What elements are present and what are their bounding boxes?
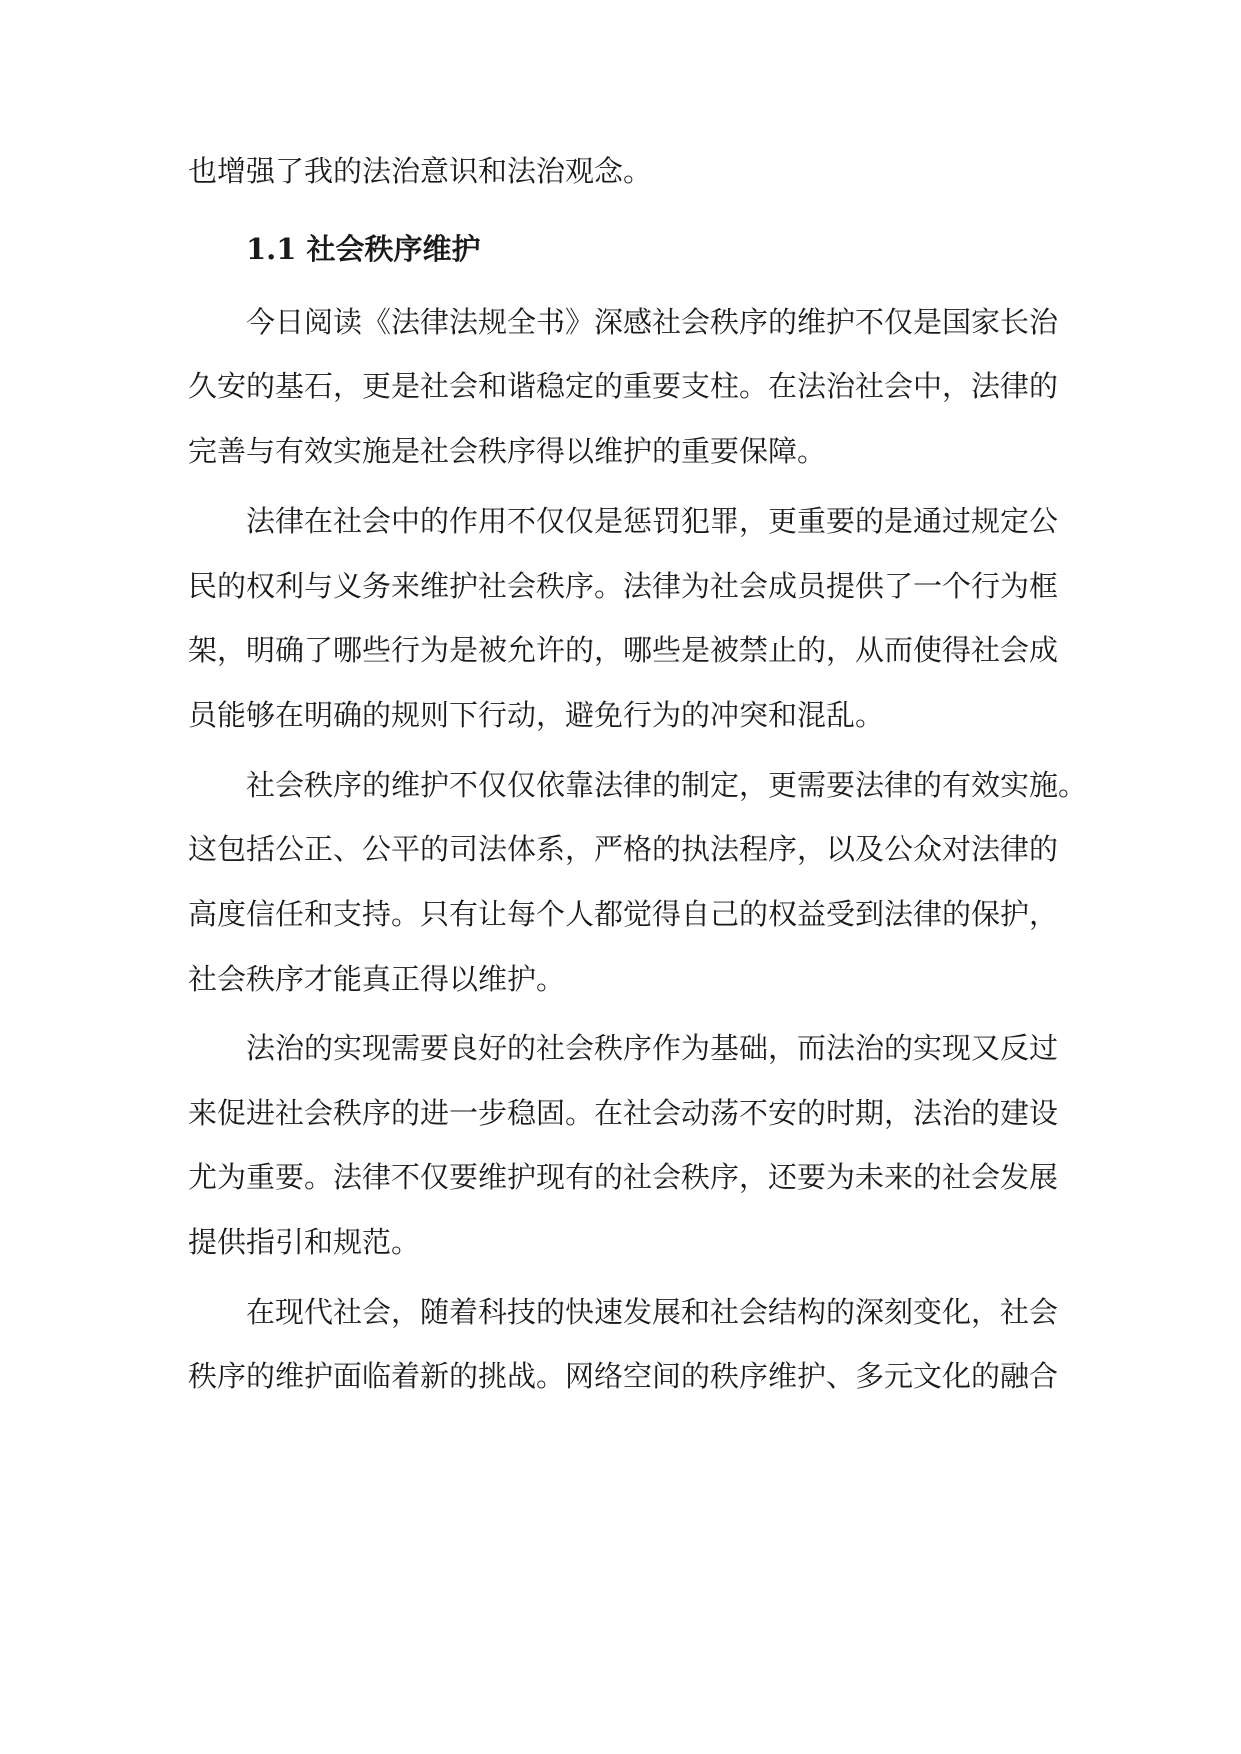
body-text-line: 也增强了我的法治意识和法治观念。 bbox=[188, 154, 653, 188]
paragraph-1-line-2: 久安的基石，更是社会和谐稳定的重要支柱。在法治社会中，法律的 bbox=[188, 369, 1059, 403]
section-heading: 1.1 社会秩序维护 bbox=[246, 232, 481, 266]
paragraph-3-line-1: 社会秩序的维护不仅仅依靠法律的制定，更需要法律的有效实施。 bbox=[246, 768, 1088, 802]
paragraph-3-line-4: 社会秩序才能真正得以维护。 bbox=[188, 962, 566, 996]
paragraph-5-line-2: 秩序的维护面临着新的挑战。网络空间的秩序维护、多元文化的融合 bbox=[188, 1359, 1059, 1393]
paragraph-1-line-3: 完善与有效实施是社会秩序得以维护的重要保障。 bbox=[188, 434, 827, 468]
paragraph-5-line-1: 在现代社会，随着科技的快速发展和社会结构的深刻变化，社会 bbox=[246, 1295, 1059, 1329]
paragraph-4-line-3: 尤为重要。法律不仅要维护现有的社会秩序，还要为未来的社会发展 bbox=[188, 1160, 1059, 1194]
paragraph-4-line-4: 提供指引和规范。 bbox=[188, 1225, 421, 1259]
paragraph-4-line-2: 来促进社会秩序的进一步稳固。在社会动荡不安的时期，法治的建设 bbox=[188, 1096, 1059, 1130]
paragraph-4-line-1: 法治的实现需要良好的社会秩序作为基础，而法治的实现又反过 bbox=[246, 1031, 1059, 1065]
paragraph-2-line-4: 员能够在明确的规则下行动，避免行为的冲突和混乱。 bbox=[188, 698, 885, 732]
paragraph-3-line-3: 高度信任和支持。只有让每个人都觉得自己的权益受到法律的保护， bbox=[188, 897, 1059, 931]
paragraph-2-line-2: 民的权利与义务来维护社会秩序。法律为社会成员提供了一个行为框 bbox=[188, 569, 1059, 603]
paragraph-1-line-1: 今日阅读《法律法规全书》深感社会秩序的维护不仅是国家长治 bbox=[246, 305, 1059, 339]
paragraph-2-line-3: 架，明确了哪些行为是被允许的，哪些是被禁止的，从而使得社会成 bbox=[188, 633, 1059, 667]
paragraph-3-line-2: 这包括公正、公平的司法体系，严格的执法程序，以及公众对法律的 bbox=[188, 832, 1059, 866]
paragraph-2-line-1: 法律在社会中的作用不仅仅是惩罚犯罪，更重要的是通过规定公 bbox=[246, 504, 1059, 538]
